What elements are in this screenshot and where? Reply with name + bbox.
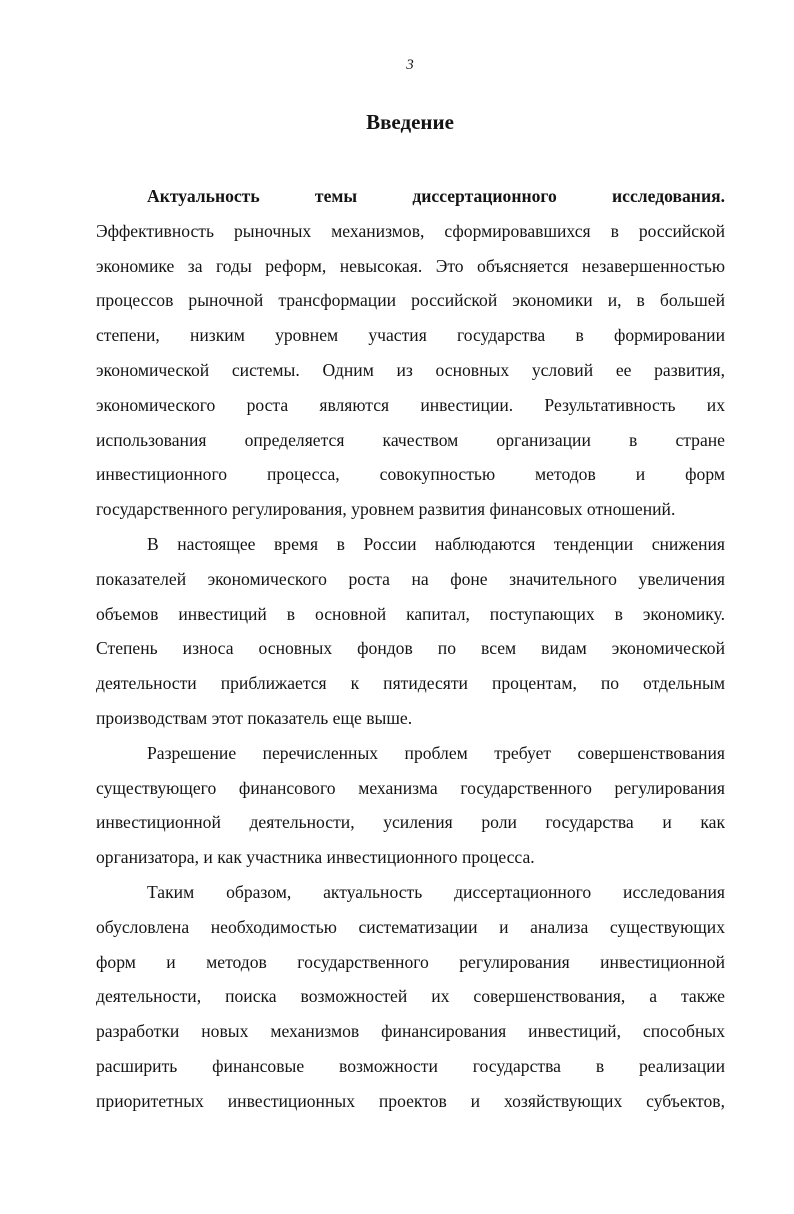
text-line: производствам этот показатель еще выше. <box>96 707 413 728</box>
text-line: использования определяется качеством организации в стране <box>96 429 725 450</box>
text-line: Эффективность рыночных механизмов, сформировавшихся в российской <box>96 220 725 241</box>
paragraph-2 <box>96 527 725 736</box>
text-line: объемов инвестиций в основной капитал, поступающих в экономику. <box>96 603 725 624</box>
text-line: экономике за годы реформ, невысокая. Это объясняется незавершенностью <box>96 255 725 276</box>
body-text <box>96 179 725 1119</box>
text-line: государственного регулирования, уровнем развития финансовых отношений. <box>96 499 676 520</box>
text-line: показателей экономического роста на фоне значительного увеличения <box>96 568 725 589</box>
text-line: приоритетных инвестиционных проектов и хозяйствующих субъектов, <box>96 1090 725 1111</box>
text-line: инвестиционного процесса, совокупностью методов и форм <box>96 464 725 485</box>
paragraph-1 <box>96 179 725 527</box>
page-number: 3 <box>406 57 414 73</box>
paragraph-4 <box>96 875 725 1119</box>
page-title: Введение <box>366 110 454 134</box>
text-line: инвестиционной деятельности, усиления роли государства и как <box>96 812 725 833</box>
text-line: экономической системы. Одним из основных условий ее развития, <box>96 359 725 380</box>
text-line: обусловлена необходимостью систематизации и анализа существующих <box>96 916 725 937</box>
paragraph-3 <box>96 736 725 875</box>
text-line: деятельности приближается к пятидесяти процентам, по отдельным <box>96 673 725 694</box>
text-line: степени, низким уровнем участия государства в формировании <box>96 325 725 346</box>
text-line: форм и методов государственного регулирования инвестиционной <box>96 951 725 972</box>
text-line: организатора, и как участника инвестиционного процесса. <box>96 847 535 868</box>
text-line: Актуальность темы диссертационного исследования. <box>147 186 725 206</box>
text-line: В настоящее время в России наблюдаются тенденции снижения <box>147 533 725 554</box>
text-line: расширить финансовые возможности государства в реализации <box>96 1055 725 1076</box>
text-line: разработки новых механизмов финансирования инвестиций, способных <box>96 1021 725 1042</box>
text-line: процессов рыночной трансформации российской экономики и, в большей <box>96 290 725 311</box>
text-line: экономического роста являются инвестиции. Результативность их <box>96 394 725 415</box>
text-line: Разрешение перечисленных проблем требует совершенствования <box>147 742 725 763</box>
text-line: Степень износа основных фондов по всем видам экономической <box>96 638 725 659</box>
text-line: Таким образом, актуальность диссертационного исследования <box>147 881 725 902</box>
text-line: деятельности, поиска возможностей их совершенствования, а также <box>96 986 725 1007</box>
text-line: существующего финансового механизма государственного регулирования <box>96 777 725 798</box>
